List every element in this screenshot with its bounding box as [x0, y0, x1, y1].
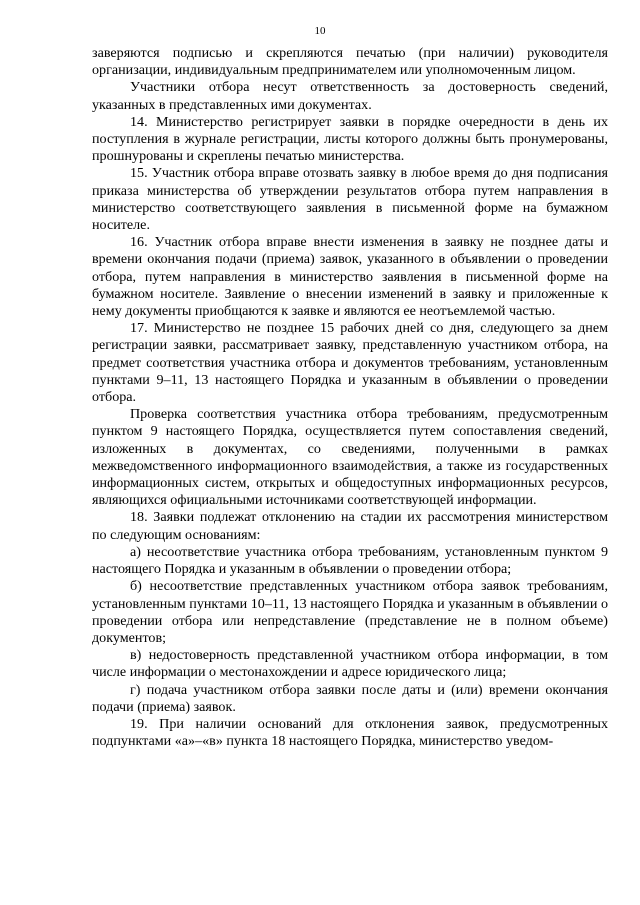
- paragraph: 19. При наличии оснований для отклонения заявок, предусмотренных подпунктами «а»–«в» пункта 18 настоящего Порядка, министерство уведом-: [92, 715, 608, 750]
- paragraph: 14. Министерство регистрирует заявки в порядке очередности в день их поступления в журнале регистрации, листы которого должны быть пронумерованы, прошнурованы и скреплены печатью министерства.: [92, 113, 608, 165]
- paragraph: а) несоответствие участника отбора требованиям, установленным пунктом 9 настоящего Порядка и указанным в объявлении о проведении отбора;: [92, 543, 608, 578]
- document-body: [92, 45, 608, 750]
- paragraph: 16. Участник отбора вправе внести изменения в заявку не позднее даты и времени окончания подачи (приема) заявок, указанного в объявлении о проведении отбора, путем направления в министерство заявления в письменной форме на бумажном носителе. Заявление о внесении изменений в заявку и приложенные к нему документы приобщаются к заявке и являются ее неотъемлемой частью.: [92, 234, 608, 320]
- paragraph: в) недостоверность представленной участником отбора информации, в том числе информации о местонахождении и адресе юридического лица;: [92, 647, 608, 681]
- paragraph: б) несоответствие представленных участником отбора заявок требованиям, установленным пунктами 10–11, 13 настоящего Порядка и указанным в объявлении о проведении отбора или непредставление (представление не в полном объеме) документов;: [92, 578, 608, 646]
- paragraph: г) подача участником отбора заявки после даты и (или) времени окончания подачи (приема) заявок.: [92, 681, 608, 715]
- paragraph: Участники отбора несут ответственность за достоверность сведений, указанных в представленных ими документах.: [92, 79, 608, 113]
- paragraph: заверяются подписью и скрепляются печатью (при наличии) руководителя организации, индивидуальным предпринимателем или уполномоченным лицом.: [92, 45, 608, 79]
- page-number: 10: [314, 25, 326, 37]
- paragraph: Проверка соответствия участника отбора требованиям, предусмотренным пунктом 9 настоящего Порядка, осуществляется путем сопоставления сведений, изложенных в документах, со сведениями, полученными в рамках межведомственного информационного взаимодействия, а также из государственных информационных систем, открытых и общедоступных информационных ресурсов, являющихся официальными источниками соответствующей информации.: [92, 406, 608, 509]
- paragraph: 17. Министерство не позднее 15 рабочих дней со дня, следующего за днем регистрации заявки, рассматривает заявку, представленную участником отбора, на предмет соответствия участника отбора и документов требованиям, установленным пунктами 9–11, 13 настоящего Порядка и указанным в объявлении о проведении отбора.: [92, 320, 608, 406]
- paragraph: 18. Заявки подлежат отклонению на стадии их рассмотрения министерством по следующим основаниям:: [92, 509, 608, 543]
- paragraph: 15. Участник отбора вправе отозвать заявку в любое время до дня подписания приказа министерства об утверждении результатов отбора путем направления в министерство соответствующего заявления в письменной форме на бумажном носителе.: [92, 165, 608, 234]
